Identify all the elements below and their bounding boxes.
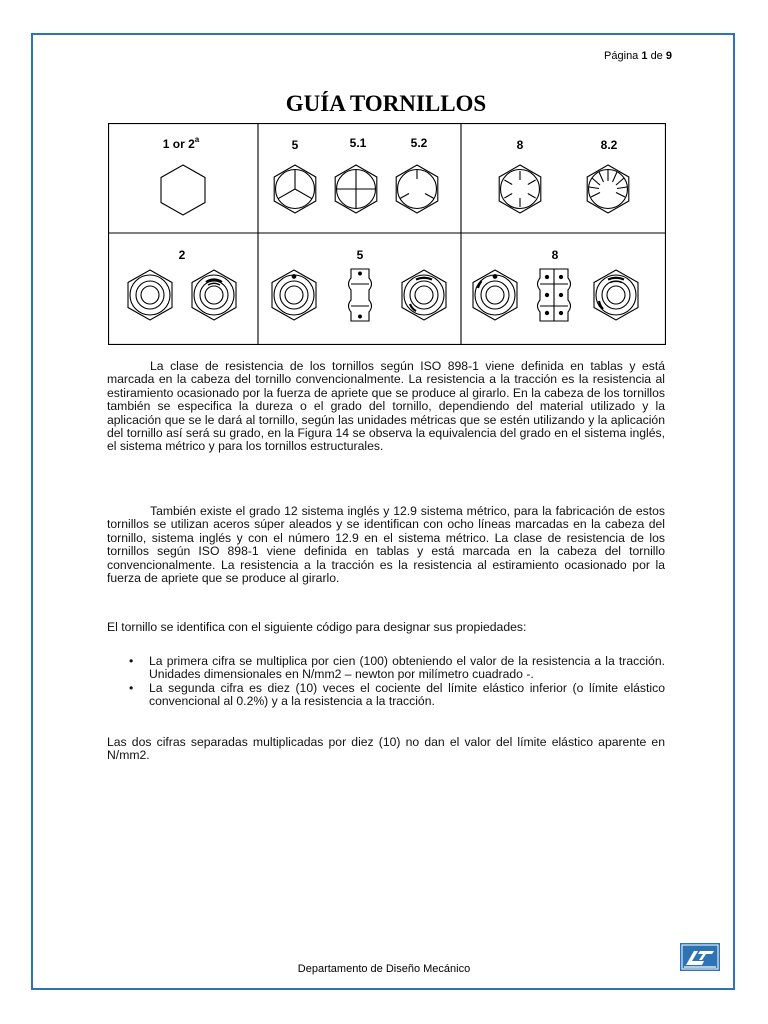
- department-logo-icon: [680, 943, 720, 971]
- paragraph-3: El tornillo se identifica con el siguiente código para designar sus propiedades:: [107, 620, 527, 634]
- nut-label-2: 2: [178, 248, 186, 262]
- bolt-head-8-2: [587, 165, 629, 213]
- paragraph-1: La clase de resistencia de los tornillos según ISO 898-1 viene definida en tablas y está marcada en la cabeza del tornillo convencionalmente. La resistencia a la tracción es la resistencia al estiramiento ocasionado por la fuerza de apriete que se produce al girarlo. En la cabeza de los tornillos también se especifica la dureza o el grado del tornillo, dependiendo del material utilizado y la aplicación que se le dará al tornillo, según las unidades métricas que se estén utilizando y la aplicación del tornillo así será su grado, en la Figura 14 se observa la equivalencia del grado en el sistema inglés, el sistema métrico y para los tornillos estructurales.: [107, 359, 665, 454]
- nut-8-a: [473, 270, 517, 320]
- bolt-head-5-1: [335, 165, 377, 213]
- bolt-label-5: 5: [291, 138, 299, 152]
- bolt-label-1-or-2: 1 or 2$^a$: [162, 135, 200, 151]
- nut-5-b: [402, 270, 446, 320]
- bolt-grade-figure: [108, 123, 666, 345]
- paragraph-2: También existe el grado 12 sistema inglés y 12.9 sistema métrico, para la fabricación de estos tornillos se utilizan aceros súper aleados y se identifican con ocho líneas marcadas en la cabeza del tornillo, sistema inglés y con el número 12.9 en el sistema métrico. La clase de resistencia de los tornillos según ISO 898-1 viene definida en tablas y está marcada en la cabeza del tornillo convencionalmente. La resistencia a la tracción es la resistencia al estiramiento ocasionado por la fuerza de apriete que se produce al girarlo.: [107, 504, 665, 586]
- property-code-list: [107, 655, 665, 709]
- footer-department: Departamento de Diseño Mecánico: [297, 963, 471, 975]
- bolt-label-8-2: 8.2: [600, 138, 618, 152]
- nut-2-b: [192, 270, 236, 320]
- nut-2-a: [128, 270, 172, 320]
- paragraph-4: Las dos cifras separadas multiplicadas por diez (10) no dan el valor del límite elástico aparente en N/mm2.: [107, 735, 665, 763]
- nut-8-b: [594, 270, 638, 320]
- nut-8-side: [538, 269, 571, 321]
- bolt-head-8: [499, 165, 541, 213]
- list-item: • La primera cifra se multiplica por cien (100) obteniendo el valor de la resistencia a la tracción. Unidades dimensionales en N/mm2 – newton por milímetro cuadrado -.: [129, 654, 665, 682]
- page-title: GUÍA TORNILLOS: [285, 91, 487, 116]
- bullet-icon: •: [129, 680, 134, 695]
- bolt-label-5-1: 5.1: [349, 136, 367, 150]
- bolt-label-5-2: 5.2: [410, 136, 428, 150]
- list-item: • La segunda cifra es diez (10) veces el cociente del límite elástico inferior (o límite elástico convencional al 0.2%) y a la resistencia a la tracción.: [129, 680, 665, 709]
- nut-5-a: [272, 270, 316, 320]
- bullet-icon: •: [129, 654, 134, 668]
- bolt-label-8: 8: [516, 138, 524, 152]
- nut-label-5: 5: [356, 248, 364, 262]
- page-number: Página 1 de 9: [604, 50, 672, 62]
- bolt-head-5-2: [396, 165, 438, 213]
- bolt-head-5: [274, 165, 316, 213]
- nut-5-side: [349, 269, 372, 321]
- nut-label-8: 8: [551, 248, 559, 262]
